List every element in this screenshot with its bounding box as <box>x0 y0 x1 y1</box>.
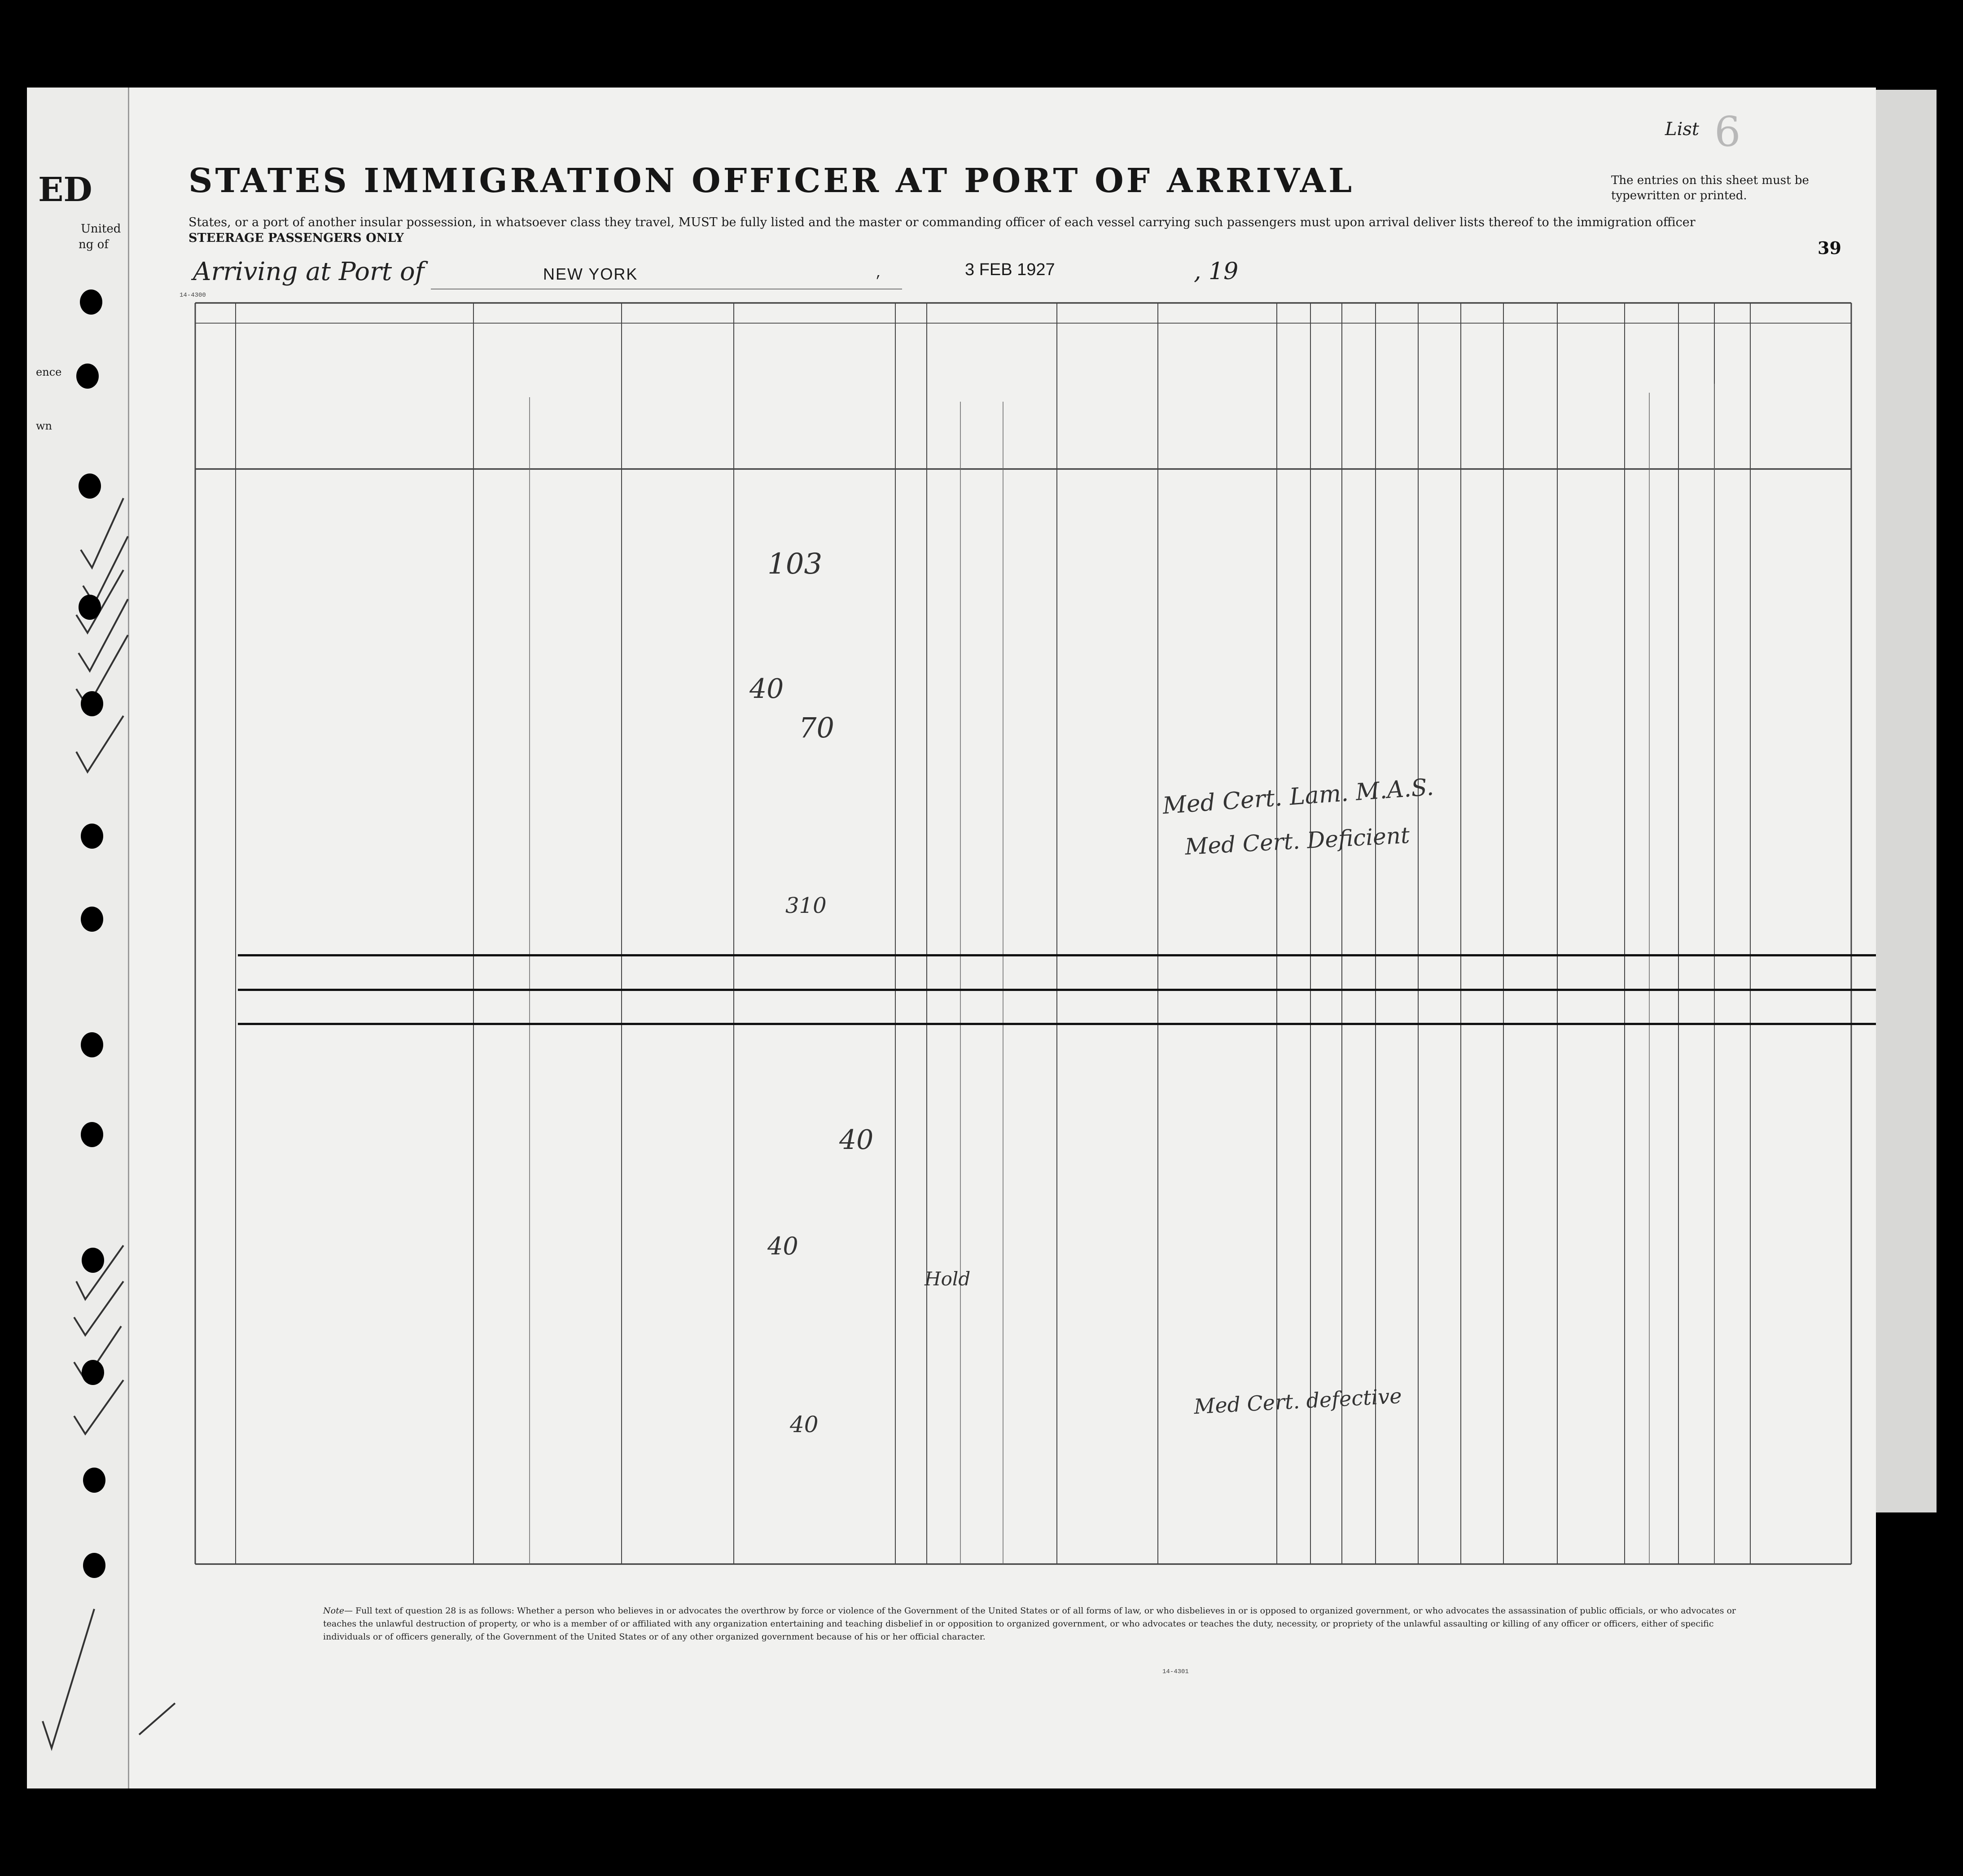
strikethrough-line <box>238 989 1876 991</box>
manifest-page: ED United ng of ence wn STATES IMMIGRATION OFFICER AT PORT OF ARRIVAL States, or a port of another insular possession, in whatsoever class they travel, MUST be fully listed and the master or commanding officer of each vessel carrying such passengers must upon arrival deliver lists thereof to the immigration officer STEERAGE PASSENGERS ONLY Arriving at Port of NEW YORK , 3 FEB 1927 , 19 14-4300 List 6 The entries on this sheet must be typewritten or printed. 39 103 40 70 Med Cert. Lam. M.A.S. Med Cert. Deficient 310 40 40 Hold 40 Med Cert. defective Note— Full text of question 28 is as follows: Whether a person who believes in or advocates the overthrow by force or violence of the Government of the United States or of all forms of law, or who disbelieves in or is opposed to organized government, or who advocates the assassination of public officials, or who advocates or teaches the unlawful destruction of property, or who is a member of or affiliated with any organization entertaining and teaching disbelief in or opposition to organized government, or who advocates or teaches the duty, necessity, or propriety of the unlawful assaulting or killing of any officer or officers, either of specific individuals or of officers generally, of the Government of the United States or of any other organized government because of his or her official character. 14-4301 <box>27 88 1876 1788</box>
handwritten-note-row25: Med Cert. defective <box>1193 1383 1402 1419</box>
handwritten-mark-2: 40 <box>749 673 784 705</box>
passenger-class: STEERAGE PASSENGERS ONLY <box>188 231 404 245</box>
binder-hole <box>82 1248 104 1273</box>
typewritten-note: The entries on this sheet must be typewritten or printed. <box>1611 174 1809 202</box>
footnote-label: Note— <box>323 1606 353 1616</box>
handwritten-note-row8: Med Cert. Deficient <box>1184 822 1411 860</box>
form-title: STATES IMMIGRATION OFFICER AT PORT OF ARRIVAL <box>188 162 1355 200</box>
binder-hole <box>81 1122 103 1147</box>
left-strip-line-2: ng of <box>79 238 109 251</box>
footnote <box>323 1604 1759 1644</box>
year-suffix: , 19 <box>1194 258 1239 285</box>
footer-code: 14-4301 <box>1162 1668 1189 1675</box>
handwritten-mark-4: 310 <box>785 893 827 918</box>
binder-hole <box>81 691 103 716</box>
handwritten-mark-1: 103 <box>767 548 823 581</box>
binder-hole <box>81 1032 103 1057</box>
handwritten-mark-8: 40 <box>790 1411 819 1438</box>
handwritten-note-row7: Med Cert. Lam. M.A.S. <box>1161 773 1435 820</box>
margin-check-marks <box>27 88 206 1788</box>
arrival-date: 3 FEB 1927 <box>965 260 1055 279</box>
binder-hole <box>83 1553 105 1578</box>
binder-hole <box>81 824 103 849</box>
left-strip-line-1: United <box>81 222 121 236</box>
handwritten-mark-3: 70 <box>799 711 834 744</box>
footnote-text: Full text of question 28 is as follows: Whether a person who believes in or advocates the overthrow by force or violence of the Government of the United States or of all forms of law, or who disbelieves in or is opposed to organized government, or who advocates the assassination of public officials, or who advocates or teaches the unlawful destruction of property, or who is a member of or affiliated with any organization entertaining and teaching disbelief in or opposition to organized government, or who advocates or teaches the duty, necessity, or propriety of the unlawful assaulting or killing of any officer or officers, either of specific individuals or of officers generally, of the Government of the United States or of any other organized government because of his or her official character. <box>323 1606 1736 1642</box>
table-grid <box>27 88 1876 1788</box>
port-value: NEW YORK <box>543 265 638 283</box>
binder-hole <box>82 1360 104 1385</box>
binder-hole <box>79 473 101 499</box>
binder-hole <box>80 289 102 315</box>
left-strip-line-3: ence <box>36 366 62 378</box>
sheet-number: 39 <box>1818 238 1841 258</box>
handwritten-mark-7: Hold <box>925 1268 971 1290</box>
binder-hole <box>76 364 99 389</box>
adjacent-page-edge <box>1876 90 1937 1512</box>
handwritten-mark-5: 40 <box>839 1124 874 1156</box>
binder-hole <box>79 595 101 620</box>
arriving-label: Arriving at Port of <box>193 257 425 286</box>
binder-hole <box>83 1468 105 1493</box>
strikethrough-line <box>238 954 1876 956</box>
list-label: List <box>1665 119 1699 140</box>
list-number: 6 <box>1714 108 1741 156</box>
binder-hole <box>81 907 103 932</box>
form-code: 14-4300 <box>180 292 206 299</box>
left-strip-line-4: wn <box>36 420 52 432</box>
form-instruction: States, or a port of another insular possession, in whatsoever class they travel, MUST be fully listed and the master or commanding officer of each vessel carrying such passengers must upon arrival deliver lists thereof to the immigration officer <box>188 215 1696 229</box>
strikethrough-line <box>238 1023 1876 1025</box>
left-strip-title-fragment: ED <box>38 171 92 209</box>
handwritten-mark-6: 40 <box>767 1232 798 1260</box>
